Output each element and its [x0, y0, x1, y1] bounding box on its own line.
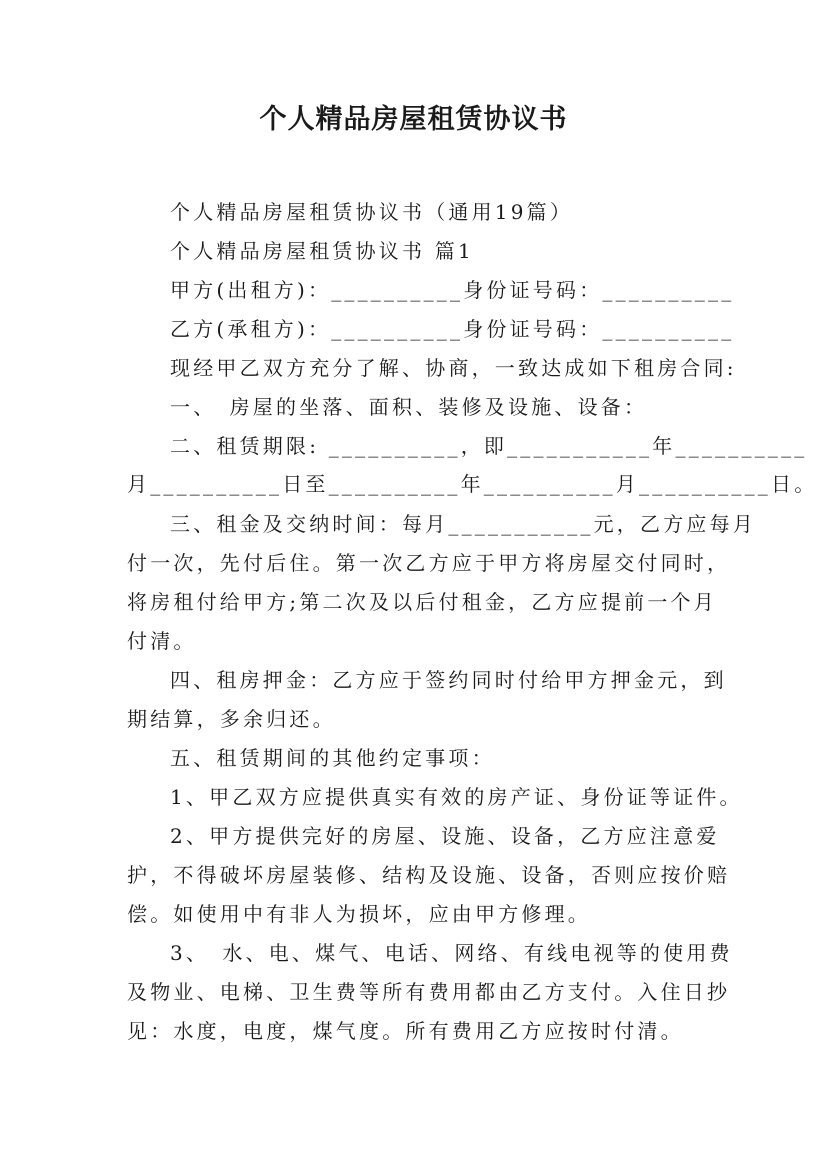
clause-2-line-cont: 月__________日至__________年__________月__________日。 — [127, 472, 818, 496]
item-2-line-cont: 偿。如使用中有非人为损坏，应由甲方修理。 — [127, 902, 591, 926]
item-3-line-cont: 及物业、电梯、卫生费等所有费用都由乙方支付。入住日抄 — [127, 980, 731, 1004]
paragraph-line: 现经甲乙双方充分了解、协商，一致达成如下租房合同: — [170, 356, 737, 380]
item-2-line-cont: 护，不得破坏房屋装修、结构及设施、设备，否则应按价赔 — [127, 863, 731, 887]
document-title: 个人精品房屋租赁协议书 — [259, 104, 568, 135]
clause-3-line-cont: 付一次，先付后住。第一次乙方应于甲方将房屋交付同时， — [127, 551, 731, 575]
clause-5-line: 五、租赁期间的其他约定事项： — [170, 746, 495, 770]
clause-2-line: 二、租赁期限: __________，即___________年__________ — [170, 434, 808, 458]
item-3-line: 3、 水、电、煤气、电话、网络、有线电视等的使用费 — [170, 941, 733, 965]
clause-3-line-cont: 付清。 — [127, 629, 197, 653]
party-a-line: 甲方(出租方)：__________身份证号码：__________ — [170, 278, 735, 302]
subtitle-line: 个人精品房屋租赁协议书（通用19篇） — [170, 200, 574, 224]
item-1-line: 1、甲乙双方应提供真实有效的房产证、身份证等证件。 — [170, 785, 743, 809]
clause-3-line-cont: 将房租付给甲方;第二次及以后付租金，乙方应提前一个月 — [127, 590, 717, 614]
item-2-line: 2、甲方提供完好的房屋、设施、设备，乙方应注意爱 — [170, 824, 720, 848]
clause-3-line: 三、租金及交纳时间：每月___________元，乙方应每月 — [170, 512, 756, 536]
clause-4-line-cont: 期结算，多余归还。 — [127, 707, 336, 731]
section-heading: 个人精品房屋租赁协议书 篇1 — [170, 239, 474, 263]
clause-1-line: 一、 房屋的坐落、面积、装修及设施、设备： — [170, 395, 648, 419]
item-3-line-cont: 见：水度，电度，煤气度。所有费用乙方应按时付清。 — [127, 1019, 684, 1043]
clause-4-line: 四、租房押金：乙方应于签约同时付给甲方押金元，到 — [170, 668, 727, 692]
party-b-line: 乙方(承租方)：__________身份证号码：__________ — [170, 317, 735, 341]
